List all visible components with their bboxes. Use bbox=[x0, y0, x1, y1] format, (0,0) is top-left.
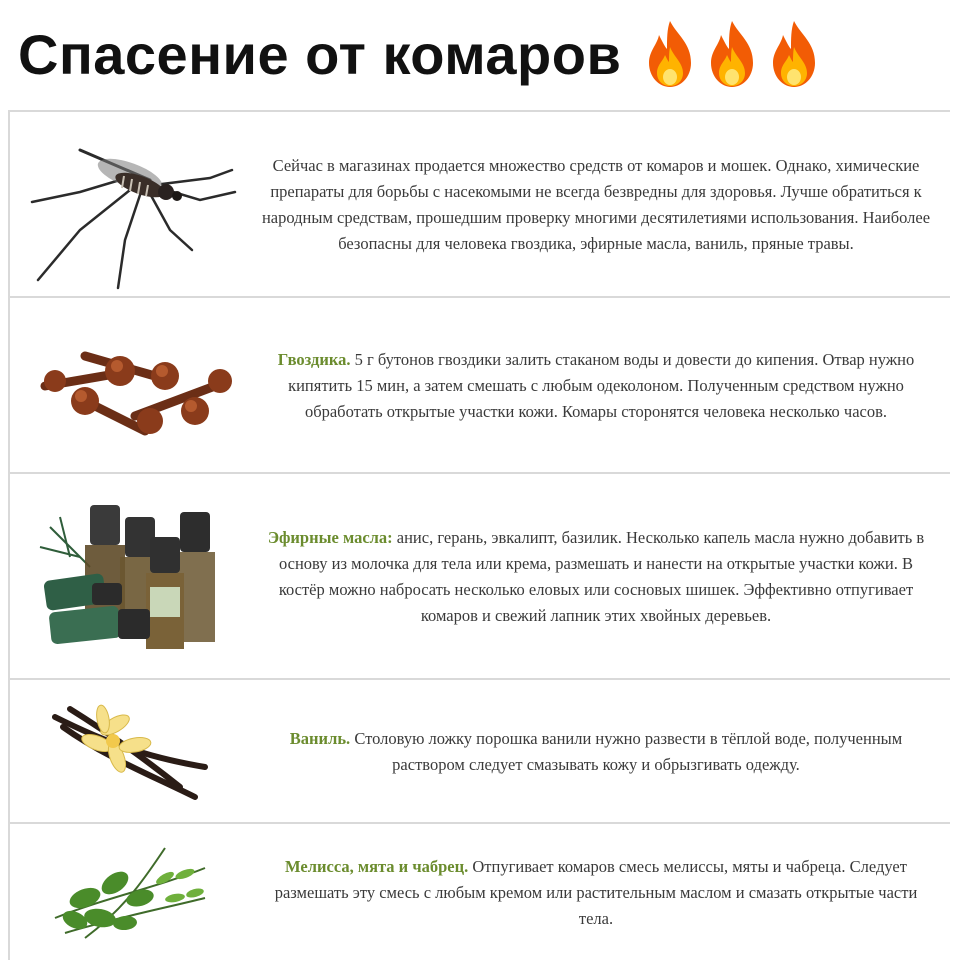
remedy-text bbox=[250, 854, 950, 932]
remedy-row-vanilla bbox=[10, 678, 950, 824]
vanilla-image bbox=[10, 680, 250, 824]
remedy-body: Отпугивает комаров смесь мелиссы, мяты и чабреца. Следует размешать эту смесь с любым кремом или растительным маслом и смазать открытые части тела. bbox=[274, 857, 918, 928]
remedy-text bbox=[250, 726, 950, 778]
remedy-lead: Гвоздика. bbox=[277, 350, 351, 369]
remedy-lead: Эфирные масла: bbox=[267, 528, 393, 547]
fire-icon bbox=[703, 19, 761, 89]
remedy-text bbox=[250, 347, 950, 425]
remedy-row-essential-oils bbox=[10, 472, 950, 680]
remedy-body: Столовую ложку порошка ванили нужно развести в тёплой воде, полученным раствором следует смазывать кожу и обрызгивать одежду. bbox=[350, 729, 903, 774]
remedy-body: 5 г бутонов гвоздики залить стаканом воды и довести до кипения. Отвар нужно кипятить 15 мин, а затем смешать с любым одеколоном. Полученным средством нужно обработать открытые участки кожи. Комары сторонятся человека несколько часов. bbox=[288, 350, 915, 421]
remedy-body: Сейчас в магазинах продается множество средств от комаров и мошек. Однако, химические препараты для борьбы с насекомыми не всегда безвредны для здоровья. Лучше обратиться к народным средствам, прошедшим проверку многими десятилетиями использования. Наиболее безопасны для человека гвоздика, эфирные масла, ваниль, пряные травы. bbox=[261, 156, 931, 253]
mosquito-image bbox=[10, 112, 250, 298]
remedies-table bbox=[8, 110, 950, 960]
remedy-row-cloves bbox=[10, 296, 950, 474]
page-title: Спасение от комаров bbox=[18, 22, 622, 86]
remedy-lead: Мелисса, мята и чабрец. bbox=[285, 857, 469, 876]
herbs-image bbox=[10, 824, 250, 962]
header bbox=[0, 0, 960, 108]
fire-icon bbox=[765, 19, 823, 89]
remedy-text bbox=[250, 153, 950, 257]
fire-icons bbox=[641, 19, 823, 89]
remedy-row-intro bbox=[10, 110, 950, 298]
remedy-text bbox=[250, 525, 950, 629]
cloves-image bbox=[10, 298, 250, 474]
essential-oil-bottles-image bbox=[10, 474, 250, 680]
fire-icon bbox=[641, 19, 699, 89]
remedy-row-herbs bbox=[10, 822, 950, 962]
remedy-lead: Ваниль. bbox=[289, 729, 351, 748]
remedy-body: анис, герань, эвкалипт, базилик. Несколько капель масла нужно добавить в основу из молочка для тела или крема, размешать и нанести на открытые участки кожи. В костёр можно набросать несколько еловых или сосновых шишек. Эффективно отпугивает комаров и свежий лапник этих хвойных деревьев. bbox=[278, 528, 925, 625]
